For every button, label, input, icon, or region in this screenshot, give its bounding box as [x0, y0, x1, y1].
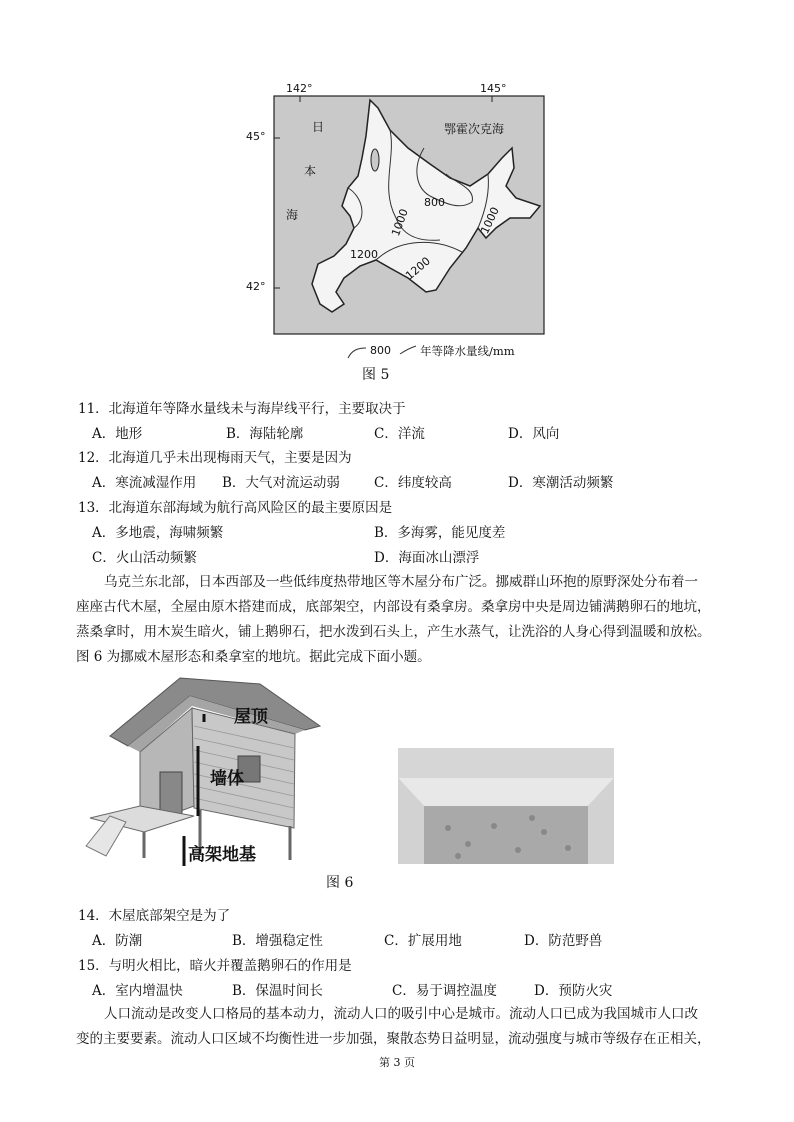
- question-15-option-b: B．保温时间长: [232, 983, 323, 999]
- contour-label-1000-east: 1000: [478, 205, 502, 236]
- passage-line-2: 座座古代木屋，全屋由原木搭建而成，底部架空，内部设有桑拿房。桑拿房中央是周边铺满鹅卵石的地坑，: [76, 599, 711, 615]
- figure-5-map: [240, 78, 560, 383]
- lon-label-142: 142°: [286, 82, 313, 95]
- contour-label-1200-south: 1200: [403, 254, 433, 283]
- question-12-option-a: A．寒流减湿作用: [92, 475, 197, 491]
- label-wall: 墙体: [210, 769, 244, 789]
- question-13-option-b: B．多海雾，能见度差: [374, 525, 506, 541]
- legend-value: 800: [370, 344, 391, 357]
- question-15-stem: 15．与明火相比，暗火并覆盖鹅卵石的作用是: [78, 958, 352, 974]
- okhotsk-sea-label: 鄂霍次克海: [444, 122, 505, 136]
- cabin-drawing: [80, 676, 330, 866]
- question-13-option-c: C．火山活动频繁: [92, 550, 197, 566]
- lake-shape: [371, 149, 379, 171]
- passage-line-3: 蒸桑拿时，用木炭生暗火，铺上鹅卵石，把水泼到石头上，产生水蒸气，让洗浴的人身心得到温暖和放松。: [76, 624, 711, 640]
- question-14-option-a: A．防潮: [92, 933, 143, 949]
- sauna-bench-back: [398, 778, 614, 806]
- passage2-line-1: 人口流动是改变人口格局的基本动力，流动人口的吸引中心是城市。流动人口已成为我国城市人口改: [104, 1006, 698, 1022]
- question-12-option-d: D．寒潮活动频繁: [508, 475, 614, 491]
- lat-label-45: 45°: [246, 130, 266, 143]
- question-13-option-d: D．海面冰山漂浮: [374, 550, 480, 566]
- figure-6-cabin-illustration: [80, 676, 330, 866]
- passage-population-flow: [76, 1002, 722, 1052]
- question-14-option-d: D．防范野兽: [524, 933, 603, 949]
- question-14-option-b: B．增强稳定性: [232, 933, 323, 949]
- question-11-option-b: B．海陆轮廓: [226, 426, 304, 442]
- label-foundation: 高架地基: [188, 845, 256, 865]
- sauna-pit-floor: [424, 806, 588, 864]
- label-roof: 屋顶: [234, 707, 268, 727]
- lon-label-145: 145°: [480, 82, 507, 95]
- sea-of-japan-char-2: 本: [304, 164, 317, 178]
- passage-wooden-house: [76, 570, 722, 670]
- contour-label-800: 800: [424, 196, 445, 209]
- figure-6-caption: 图 6: [326, 875, 354, 891]
- lat-label-42: 42°: [246, 280, 266, 293]
- figure-5-caption: 图 5: [362, 367, 390, 383]
- page-number: 第 3 页: [379, 1056, 415, 1069]
- question-11-stem: 11．北海道年等降水量线未与海岸线平行，主要取决于: [78, 401, 406, 417]
- question-11-option-a: A．地形: [92, 426, 143, 442]
- question-12-option-c: C．纬度较高: [374, 475, 452, 491]
- question-12-option-b: B．大气对流运动弱: [222, 475, 340, 491]
- question-12-stem: 12．北海道几乎未出现梅雨天气，主要是因为: [78, 450, 352, 466]
- question-11-option-d: D．风向: [508, 426, 560, 442]
- legend-isoline-right: [400, 346, 416, 354]
- question-15-option-a: A．室内增温快: [92, 983, 183, 999]
- passage-line-4: 图 6 为挪威木屋形态和桑拿室的地坑。据此完成下面小题。: [76, 649, 431, 665]
- sea-of-japan-char-1: 日: [312, 120, 325, 134]
- question-15-option-d: D．预防火灾: [534, 983, 613, 999]
- contour-label-1200-west: 1200: [350, 248, 378, 261]
- figure-6-sauna-photo: [398, 748, 614, 864]
- question-11-option-c: C．洋流: [374, 426, 425, 442]
- question-13-stem: 13．北海道东部海域为航行高风险区的最主要原因是: [78, 500, 393, 516]
- question-14-stem: 14．木屋底部架空是为了: [78, 908, 231, 924]
- cabin-stairs: [86, 816, 126, 856]
- contour-label-1000-west: 1000: [389, 207, 411, 238]
- sea-of-japan-char-3: 海: [286, 208, 299, 222]
- sauna-upper-wall: [398, 748, 614, 778]
- legend-text: 年等降水量线/mm: [420, 344, 515, 358]
- passage-line-1: 乌克兰东北部，日本西部及一些低纬度热带地区等木屋分布广泛。挪威群山环抱的原野深处分布着一: [104, 574, 698, 590]
- question-15-option-c: C．易于调控温度: [392, 983, 497, 999]
- question-13-option-a: A．多地震，海啸频繁: [92, 525, 224, 541]
- passage2-line-2: 变的主要要素。流动人口区域不均衡性进一步加强，聚散态势日益明显，流动强度与城市等级存在正相关，: [76, 1031, 711, 1047]
- sauna-pit-drawing: [398, 748, 614, 864]
- question-14-option-c: C．扩展用地: [384, 933, 462, 949]
- legend-isoline-left: [348, 348, 366, 358]
